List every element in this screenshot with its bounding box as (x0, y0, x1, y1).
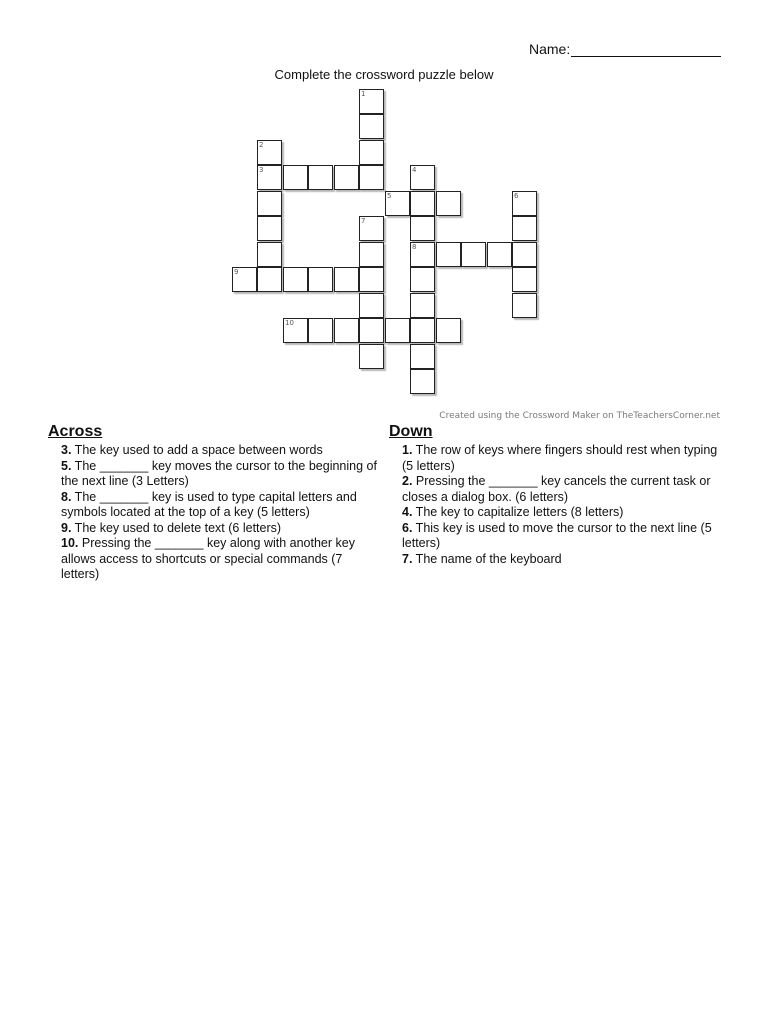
grid-cell[interactable] (410, 191, 435, 216)
clue-item (61, 521, 379, 537)
grid-cell[interactable] (232, 267, 257, 292)
grid-cell[interactable] (308, 318, 333, 343)
grid-cell[interactable] (410, 293, 435, 318)
clue-number: 1 (361, 90, 366, 98)
name-label: Name: (529, 41, 571, 57)
grid-cell[interactable] (359, 216, 384, 241)
clue-number: 10 (285, 319, 294, 327)
grid-cell[interactable] (385, 191, 410, 216)
grid-cell[interactable] (512, 267, 537, 292)
clue-item (402, 443, 728, 474)
clue-text: The _______ key moves the cursor to the beginning of the next line (3 Letters) (61, 458, 377, 488)
clue-item (61, 536, 379, 583)
clue-number-label: 4. (402, 505, 413, 519)
clue-number-label: 6. (402, 520, 413, 535)
grid-cell[interactable] (512, 216, 537, 241)
clue-text: The key to capitalize letters (8 letters) (412, 505, 624, 519)
grid-cell[interactable] (257, 140, 282, 165)
grid-cell[interactable] (359, 89, 384, 114)
grid-cell[interactable] (410, 267, 435, 292)
grid-cell[interactable] (359, 140, 384, 165)
grid-cell[interactable] (512, 293, 537, 318)
clue-item (402, 505, 728, 521)
clue-number: 6 (514, 192, 519, 200)
grid-cell[interactable] (436, 242, 461, 267)
down-title: Down (389, 423, 433, 440)
down-clue-list (402, 443, 728, 567)
clue-text: The key used to add a space between words (71, 443, 323, 457)
grid-cell[interactable] (512, 191, 537, 216)
clue-item (402, 552, 728, 568)
grid-cell[interactable] (359, 344, 384, 369)
clue-text: The name of the keyboard (412, 551, 562, 566)
clue-text: The key used to delete text (6 letters) (71, 520, 282, 535)
grid-cell[interactable] (410, 165, 435, 190)
clue-number-label: 5. (61, 458, 72, 473)
grid-cell[interactable] (334, 318, 359, 343)
grid-cell[interactable] (283, 267, 308, 292)
grid-cell[interactable] (410, 242, 435, 267)
clue-number-label: 10. (61, 536, 79, 550)
grid-cell[interactable] (308, 267, 333, 292)
clue-item (61, 443, 379, 459)
grid-cell[interactable] (436, 191, 461, 216)
grid-cell[interactable] (283, 165, 308, 190)
grid-cell[interactable] (283, 318, 308, 343)
grid-cell[interactable] (359, 165, 384, 190)
clue-number: 5 (387, 192, 392, 200)
clue-number: 3 (259, 166, 264, 174)
grid-cell[interactable] (410, 318, 435, 343)
clue-number: 9 (234, 268, 239, 276)
grid-cell[interactable] (359, 114, 384, 139)
clue-item (402, 474, 728, 505)
instructions-text: Complete the crossword puzzle below (274, 67, 494, 82)
credit-text: Created using the Crossword Maker on TheTeachersCorner.net (439, 411, 720, 421)
grid-cell[interactable] (359, 293, 384, 318)
grid-cell[interactable] (334, 267, 359, 292)
clue-number-label: 2. (402, 474, 413, 488)
clue-text: Pressing the _______ key cancels the current task or closes a dialog box. (6 letters) (402, 474, 711, 504)
grid-cell[interactable] (436, 318, 461, 343)
grid-cell[interactable] (308, 165, 333, 190)
clue-number: 7 (361, 217, 366, 225)
crossword-grid (0, 0, 768, 390)
grid-cell[interactable] (410, 216, 435, 241)
clue-item (402, 521, 728, 552)
clue-text: The _______ key is used to type capital letters and symbols located at the top of a key (5 letters) (61, 489, 357, 519)
grid-cell[interactable] (487, 242, 512, 267)
grid-cell[interactable] (512, 242, 537, 267)
grid-cell[interactable] (410, 344, 435, 369)
clue-number-label: 3. (61, 443, 72, 457)
grid-cell[interactable] (257, 267, 282, 292)
clue-number-label: 8. (61, 489, 72, 504)
grid-cell[interactable] (334, 165, 359, 190)
grid-cell[interactable] (461, 242, 486, 267)
clue-number-label: 7. (402, 551, 413, 566)
clue-text: This key is used to move the cursor to the next line (5 letters) (402, 520, 712, 550)
grid-cell[interactable] (385, 318, 410, 343)
clue-item (61, 490, 379, 521)
across-clue-list (61, 443, 379, 583)
grid-cell[interactable] (257, 216, 282, 241)
grid-cell[interactable] (359, 318, 384, 343)
clue-number: 8 (412, 243, 417, 251)
grid-cell[interactable] (257, 242, 282, 267)
clue-number-label: 1. (402, 443, 413, 457)
grid-cell[interactable] (359, 242, 384, 267)
clue-number: 4 (412, 166, 417, 174)
clue-item (61, 459, 379, 490)
clue-number: 2 (259, 141, 264, 149)
clue-text: Pressing the _______ key along with another key allows access to shortcuts or special commands (7 letters) (61, 536, 355, 581)
across-title: Across (48, 423, 103, 440)
grid-cell[interactable] (410, 369, 435, 394)
clue-number-label: 9. (61, 520, 72, 535)
grid-cell[interactable] (359, 267, 384, 292)
clue-text: The row of keys where fingers should rest when typing (5 letters) (402, 443, 718, 473)
grid-cell[interactable] (257, 165, 282, 190)
grid-cell[interactable] (257, 191, 282, 216)
